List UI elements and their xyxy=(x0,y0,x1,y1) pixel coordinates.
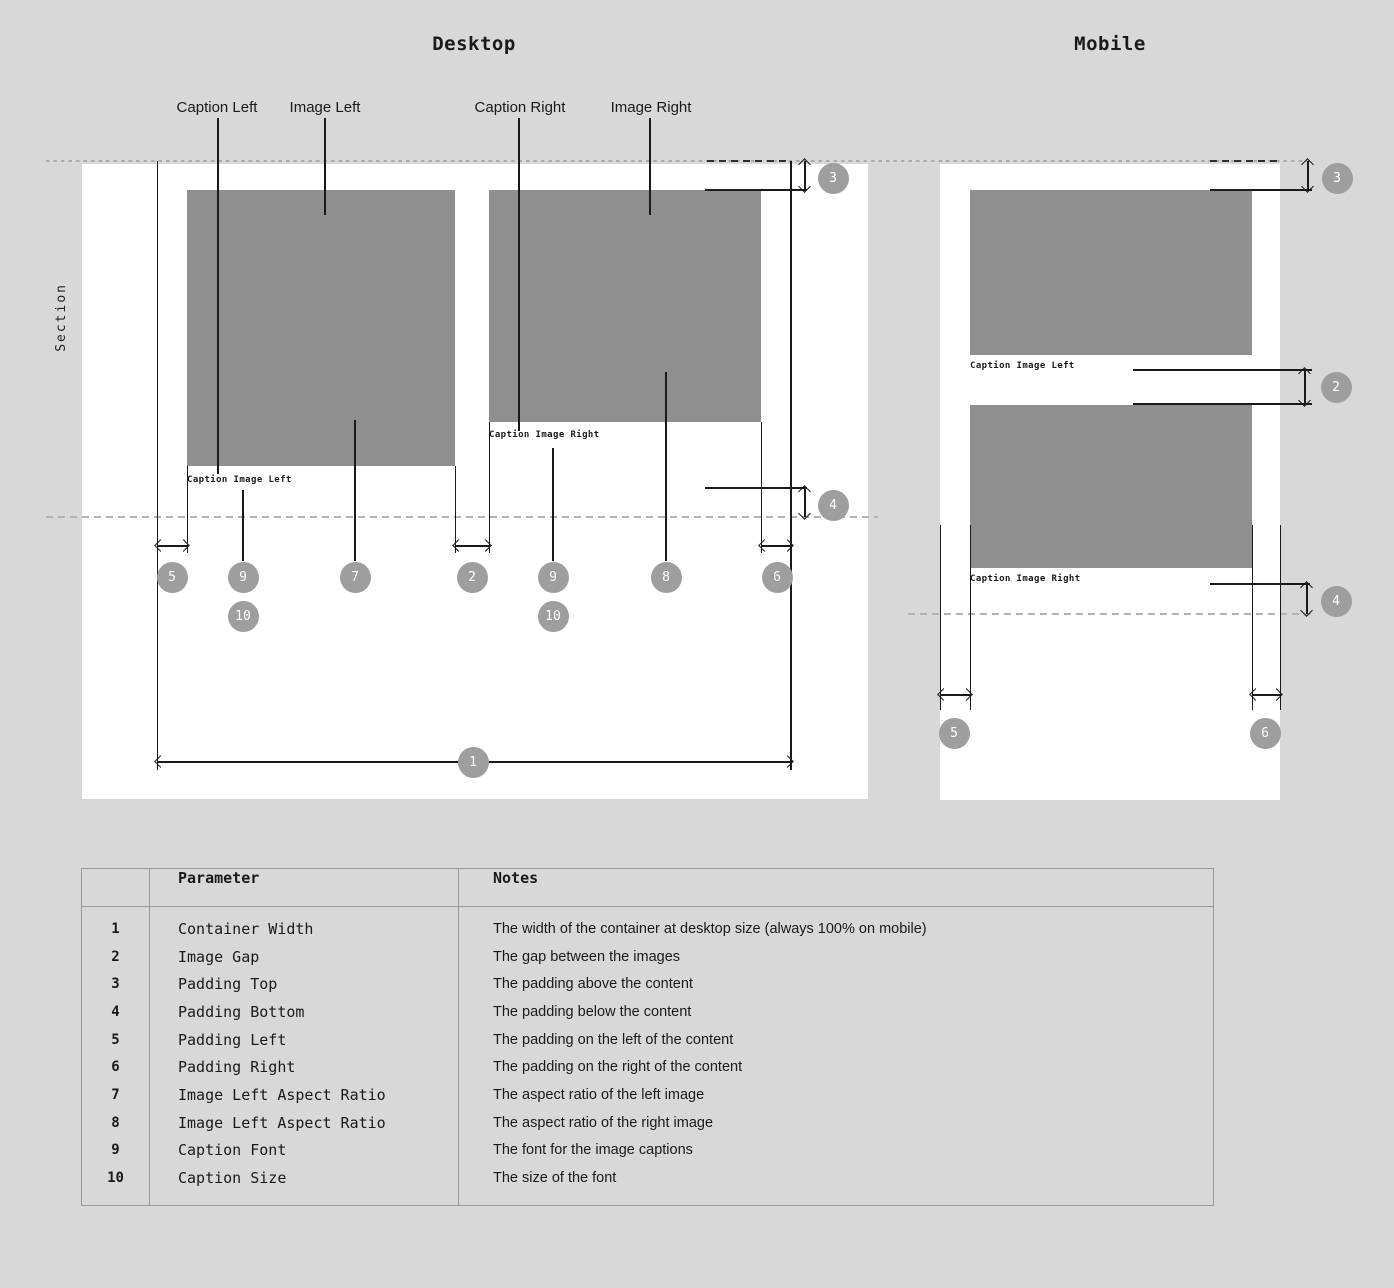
badge-7-leader-line xyxy=(354,420,356,561)
table-row xyxy=(82,1109,1213,1137)
desktop-content-right-guide xyxy=(790,161,792,770)
table-row xyxy=(82,1053,1213,1081)
row-id: 2 xyxy=(111,948,120,965)
row-parameter: Container Width xyxy=(178,919,314,938)
desktop-heading: Desktop xyxy=(432,33,516,55)
row-parameter: Image Gap xyxy=(178,947,260,966)
table-body xyxy=(82,915,1213,1192)
row-note: The size of the font xyxy=(493,1170,617,1187)
row-id: 8 xyxy=(111,1114,120,1131)
table-row xyxy=(82,998,1213,1026)
desktop-padding-left-arrow xyxy=(157,545,187,547)
row-note: The width of the container at desktop size (always 100% on mobile) xyxy=(493,920,927,937)
badge-9-right-leader-line xyxy=(552,448,554,561)
row-parameter: Padding Top xyxy=(178,975,278,994)
mobile-padding-right-arrow xyxy=(1252,694,1280,696)
image-right-label: Image Right xyxy=(610,99,692,116)
badge-padding-right-mobile: 6 xyxy=(1250,718,1281,749)
table-row xyxy=(82,1026,1213,1054)
badge-container-width: 1 xyxy=(458,747,489,778)
desktop-caption-image-right: Caption Image Right xyxy=(489,430,600,440)
mobile-caption-image-left: Caption Image Left xyxy=(970,361,1075,371)
caption-left-leader-line xyxy=(217,118,219,474)
mobile-gap-bottom-tick xyxy=(1133,403,1312,405)
row-id: 1 xyxy=(111,920,120,937)
badge-padding-left-desktop: 5 xyxy=(157,562,188,593)
badge-image-gap-desktop: 2 xyxy=(457,562,488,593)
image-right-leader-line xyxy=(649,118,651,215)
table-row xyxy=(82,1137,1213,1165)
table-header-notes: Notes xyxy=(493,869,539,887)
row-note: The padding on the left of the content xyxy=(493,1031,734,1048)
table-row xyxy=(82,915,1213,943)
caption-right-label: Caption Right xyxy=(474,99,566,116)
row-note: The aspect ratio of the left image xyxy=(493,1086,705,1103)
desktop-padding-right-arrow xyxy=(761,545,791,547)
row-id: 6 xyxy=(111,1059,120,1076)
desktop-padding-top-arrow xyxy=(804,161,806,190)
desktop-padding-top-tick xyxy=(705,189,807,191)
mobile-caption-image-right: Caption Image Right xyxy=(970,574,1081,584)
badge-image-right-aspect: 8 xyxy=(651,562,682,593)
mobile-gap-top-tick xyxy=(1133,369,1312,371)
badge-caption-size-left: 10 xyxy=(228,601,259,632)
row-parameter: Image Left Aspect Ratio xyxy=(178,1113,386,1132)
mobile-padding-top-tick xyxy=(1210,189,1312,191)
row-note: The font for the image captions xyxy=(493,1142,693,1159)
mobile-padding-top-arrow xyxy=(1307,161,1309,190)
caption-right-leader-line xyxy=(518,118,520,431)
desktop-caption-image-left: Caption Image Left xyxy=(187,475,292,485)
badge-padding-bottom-desktop: 4 xyxy=(818,490,849,521)
mobile-image-left-edge-guide xyxy=(970,525,972,710)
mobile-padding-bottom-arrow xyxy=(1306,584,1308,614)
row-note: The padding above the content xyxy=(493,976,693,993)
row-parameter: Padding Bottom xyxy=(178,1002,305,1021)
table-header-parameter: Parameter xyxy=(178,869,260,887)
desktop-image-gap-arrow xyxy=(455,545,489,547)
badge-caption-font-left: 9 xyxy=(228,562,259,593)
row-parameter: Image Left Aspect Ratio xyxy=(178,1085,386,1104)
table-row xyxy=(82,943,1213,971)
desktop-padding-top-dash-tick xyxy=(707,160,791,162)
row-note: The padding below the content xyxy=(493,1003,692,1020)
desktop-image-left-placeholder xyxy=(187,190,455,466)
row-parameter: Padding Left xyxy=(178,1030,287,1049)
mobile-image-left-placeholder xyxy=(970,190,1252,355)
section-top-boundary-line xyxy=(46,160,1312,162)
table-row xyxy=(82,1081,1213,1109)
desktop-gap-right-guide xyxy=(489,422,491,553)
desktop-padding-bottom-arrow xyxy=(804,488,806,517)
section-label: Section xyxy=(54,283,69,352)
image-left-label: Image Left xyxy=(289,99,361,116)
desktop-content-left-guide xyxy=(157,161,159,770)
row-id: 5 xyxy=(111,1031,120,1048)
image-left-leader-line xyxy=(324,118,326,215)
row-parameter: Caption Size xyxy=(178,1169,287,1188)
badge-caption-size-right: 10 xyxy=(538,601,569,632)
table-row xyxy=(82,970,1213,998)
badge-image-left-aspect: 7 xyxy=(340,562,371,593)
row-id: 4 xyxy=(111,1003,120,1020)
parameter-table xyxy=(81,868,1214,1206)
mobile-padding-top-dash-tick xyxy=(1210,160,1280,162)
row-note: The padding on the right of the content xyxy=(493,1059,743,1076)
desktop-section-bottom-boundary-line xyxy=(46,516,878,518)
caption-left-label: Caption Left xyxy=(176,99,258,116)
mobile-image-right-placeholder xyxy=(970,405,1252,568)
badge-padding-right-desktop: 6 xyxy=(762,562,793,593)
row-note: The aspect ratio of the right image xyxy=(493,1114,714,1131)
badge-image-gap-mobile: 2 xyxy=(1321,372,1352,403)
row-id: 7 xyxy=(111,1086,120,1103)
badge-8-leader-line xyxy=(665,372,667,561)
table-header-row xyxy=(82,869,1213,907)
mobile-container-right-guide xyxy=(1280,525,1282,710)
row-id: 9 xyxy=(111,1142,120,1159)
row-parameter: Caption Font xyxy=(178,1141,287,1160)
badge-padding-top-mobile: 3 xyxy=(1322,163,1353,194)
badge-padding-bottom-mobile: 4 xyxy=(1321,586,1352,617)
row-id: 10 xyxy=(107,1170,124,1187)
badge-caption-font-right: 9 xyxy=(538,562,569,593)
badge-9-left-leader-line xyxy=(242,490,244,561)
mobile-image-gap-arrow xyxy=(1304,370,1306,404)
row-note: The gap between the images xyxy=(493,948,681,965)
badge-padding-left-mobile: 5 xyxy=(939,718,970,749)
table-row xyxy=(82,1164,1213,1192)
row-parameter: Padding Right xyxy=(178,1058,296,1077)
desktop-padding-bottom-tick xyxy=(705,487,807,489)
badge-padding-top-desktop: 3 xyxy=(818,163,849,194)
mobile-content-bottom-tick xyxy=(1210,583,1310,585)
desktop-image-right-placeholder xyxy=(489,190,761,422)
row-id: 3 xyxy=(111,976,120,993)
mobile-container-left-guide xyxy=(940,525,942,710)
mobile-image-right-edge-guide xyxy=(1252,525,1254,710)
mobile-padding-left-arrow xyxy=(940,694,970,696)
mobile-heading: Mobile xyxy=(1074,33,1146,55)
